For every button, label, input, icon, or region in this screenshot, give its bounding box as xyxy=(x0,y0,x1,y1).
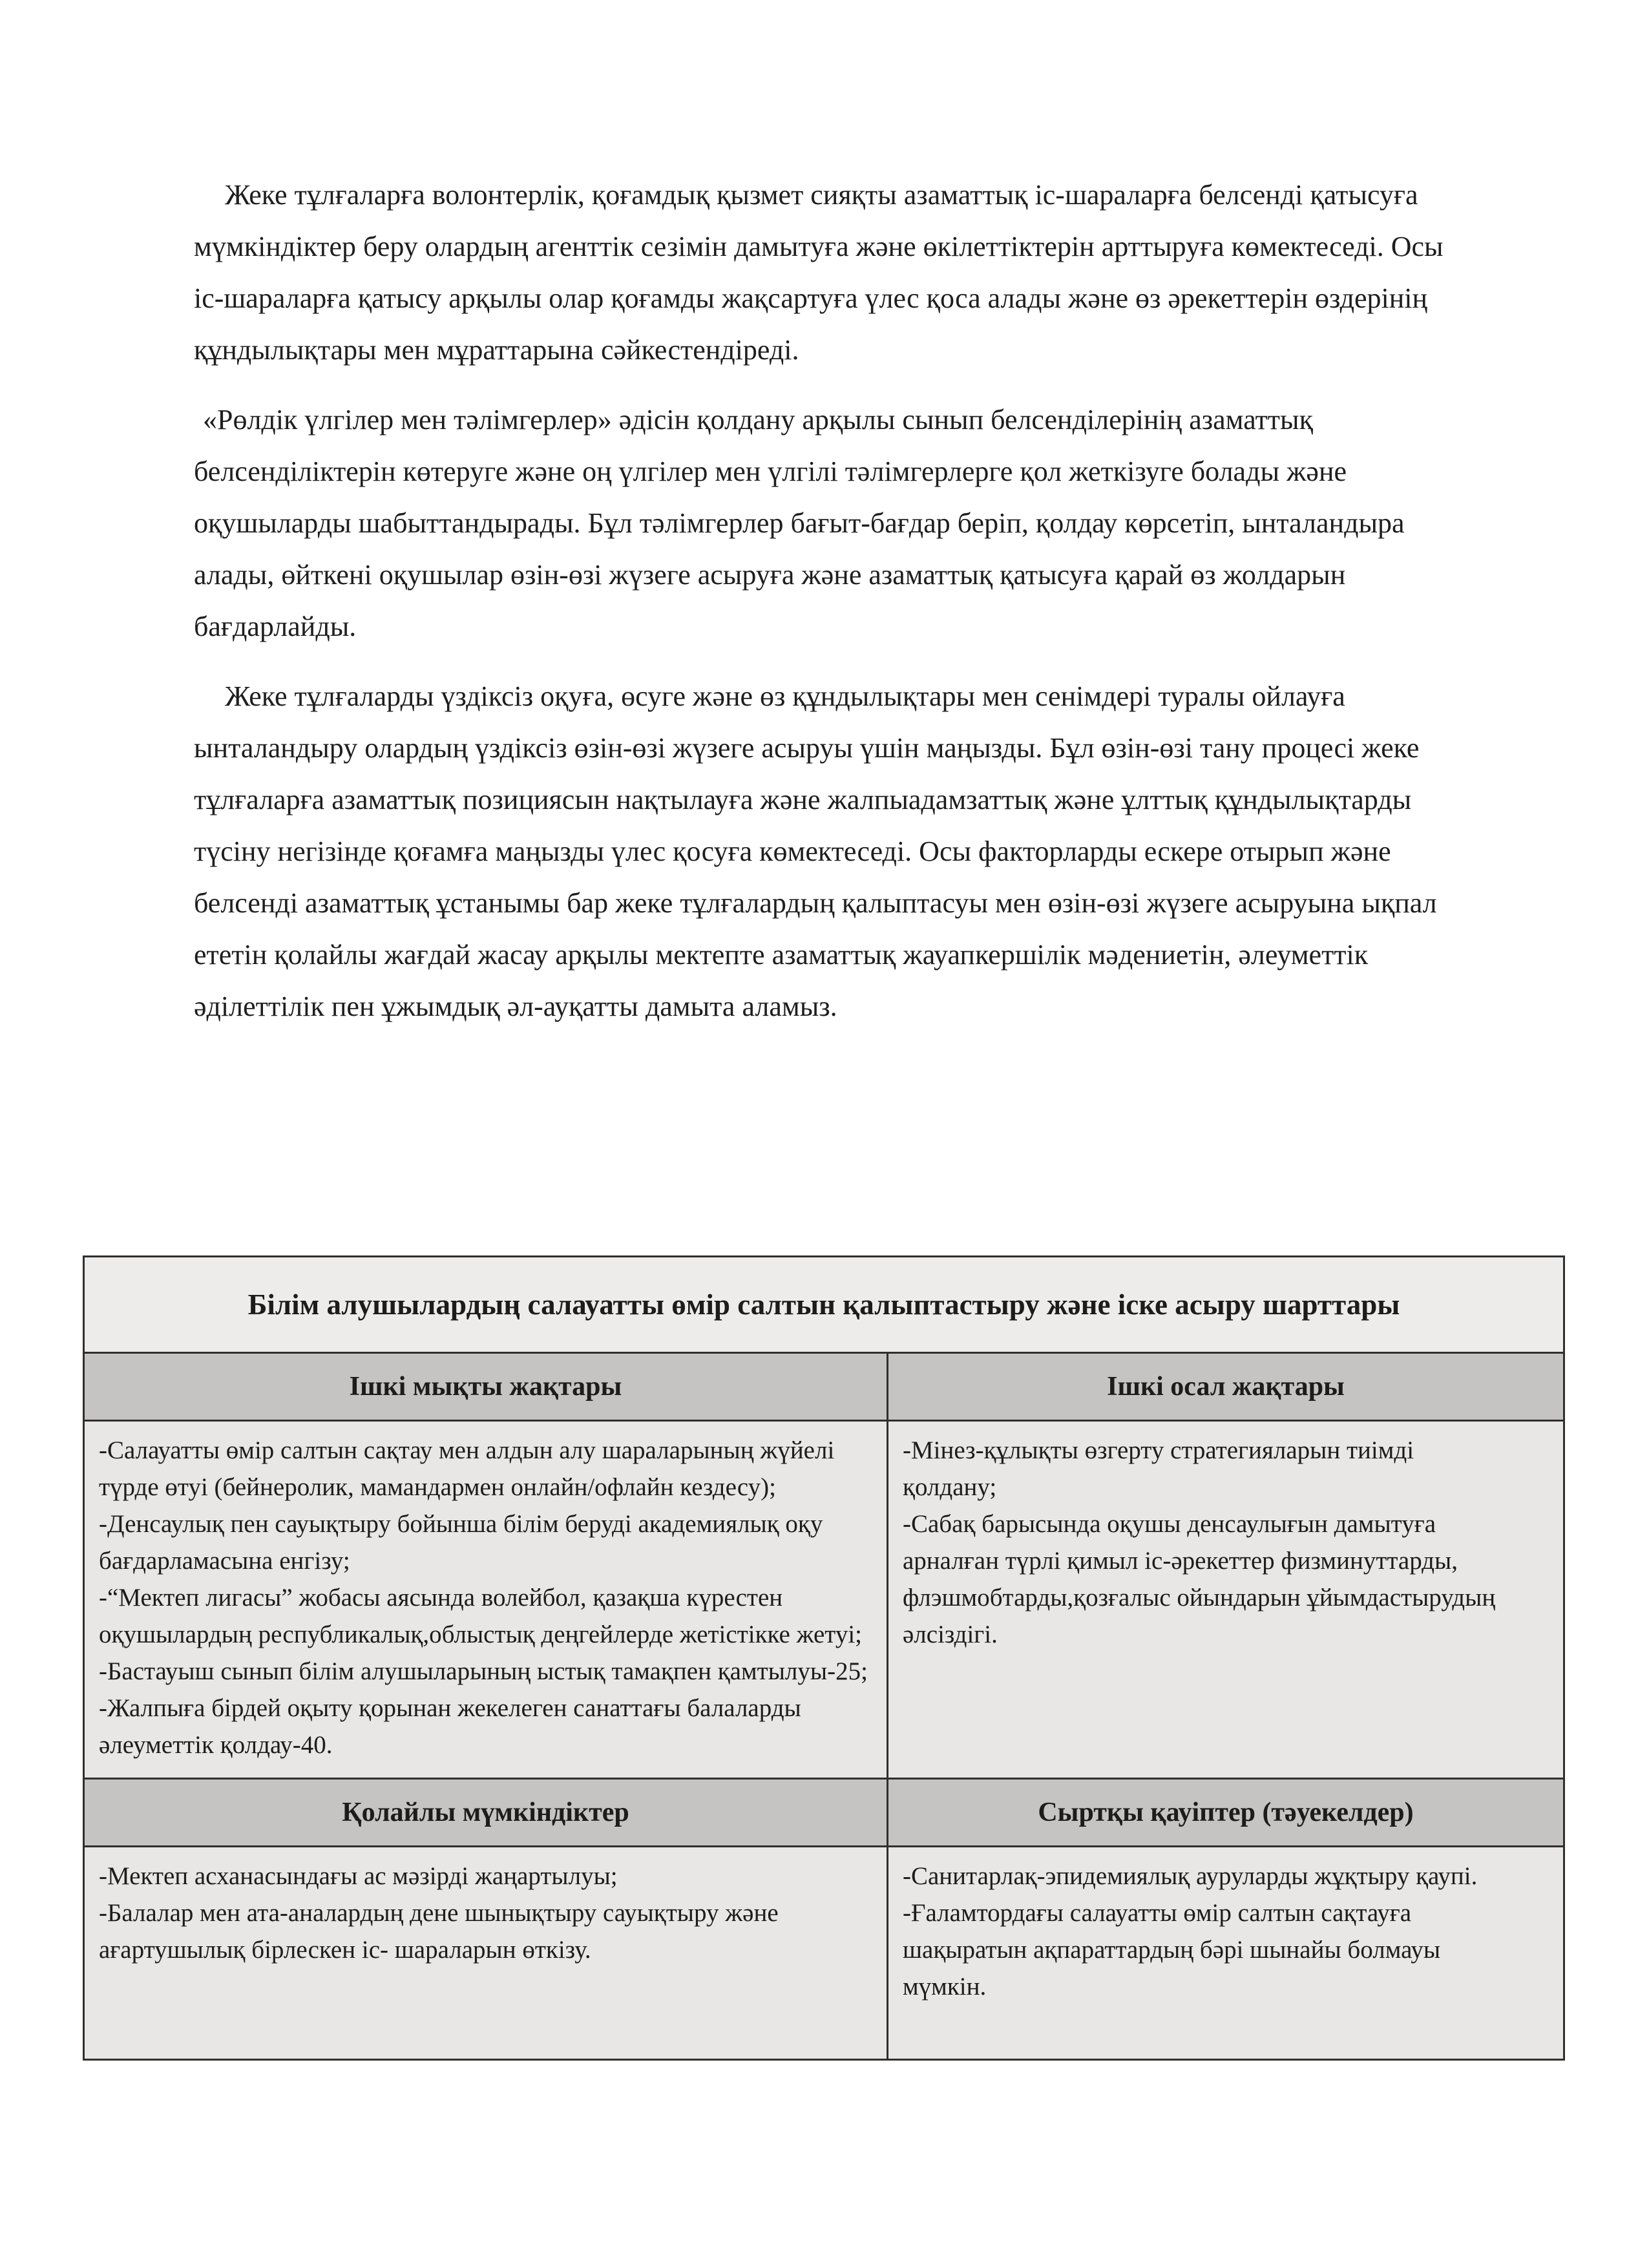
column-header-opportunities: Қолайлы мүмкіндіктер xyxy=(84,1779,888,1847)
list-item: -Денсаулық пен сауықтыру бойынша білім беруді академиялық оқу бағдарламасына енгізу; xyxy=(99,1510,823,1575)
column-header-internal-weaknesses: Ішкі осал жақтары xyxy=(888,1353,1564,1421)
swot-table xyxy=(83,1255,1565,2061)
weaknesses-cell xyxy=(888,1421,1564,1779)
body-paragraph-2: «Рөлдік үлгілер мен тәлімгерлер» әдісін қолдану арқылы сынып белсенділерінің азаматтық белсенділіктерін көтеруге және оң үлгілер мен үлгілі тәлімгерлерге қол жеткізуге болады және оқушыларды шабыттандырады. Бұл тәлімгерлер бағыт-бағдар беріп, қолдау көрсетіп, ынталандыра алады, өйткені оқушылар өзін-өзі жүзеге асыруға және азаматтық қатысуға қарай өз жолдарын бағдарлайды. xyxy=(194,404,1405,642)
threats-cell xyxy=(888,1847,1564,2060)
column-header-internal-strengths: Ішкі мықты жақтары xyxy=(84,1353,888,1421)
list-item: -Ғаламтордағы салауатты өмір салтын сақтауға шақыратын ақпараттардың бәрі шынайы болмауы мүмкін. xyxy=(903,1899,1441,2000)
table-title: Білім алушылардың салауатты өмір салтын қалыптастыру және іске асыру шарттары xyxy=(84,1257,1564,1353)
body-paragraph-1: Жеке тұлғаларға волонтерлік, қоғамдық қызмет сияқты азаматтық іс-шараларға белсенді қатысуға мүмкіндіктер беру олардың агенттік сезімін дамытуға және өкілеттіктерін арттыруға көмектеседі. Осы іс-шараларға қатысу арқылы олар қоғамды жақсартуға үлес қоса алады және өз әрекеттерін өздерінің құндылықтары мен мұраттарына сәйкестендіреді. xyxy=(194,179,1444,366)
list-item: -Бастауыш сынып білім алушыларының ыстық тамақпен қамтылуы-25; xyxy=(99,1657,868,1685)
list-item: -Санитарлақ-эпидемиялық ауруларды жұқтыру қаупі. xyxy=(903,1862,1478,1890)
list-item: -Мектеп асханасындағы ас мәзірді жаңартылуы; xyxy=(99,1862,618,1890)
strengths-cell xyxy=(84,1421,888,1779)
list-item: -Мінез-құлықты өзгерту стратегияларын тиімді қолдану; xyxy=(903,1436,1414,1501)
list-item: -Балалар мен ата-аналардың дене шынықтыру сауықтыру және ағартушылық бірлескен іс- шараларын өткізу. xyxy=(99,1899,779,1964)
document-body xyxy=(194,169,1473,1051)
column-header-external-threats: Сыртқы қауіптер (тәуекелдер) xyxy=(888,1779,1564,1847)
opportunities-cell xyxy=(84,1847,888,2060)
list-item: -Сабақ барысында оқушы денсаулығын дамытуға арналған түрлі қимыл іс-әрекеттер физминуттарды, флэшмобтарды,қозғалыс ойындарын ұйымдастырудың әлсіздігі. xyxy=(903,1510,1496,1648)
list-item: -Салауатты өмір салтын сақтау мен алдын алу шараларының жүйелі түрде өтуі (бейнеролик, мамандармен онлайн/офлайн кездесу); xyxy=(99,1436,835,1501)
list-item: -Жалпыға бірдей оқыту қорынан жекелеген санаттағы балаларды әлеуметтік қолдау-40. xyxy=(99,1694,801,1759)
body-paragraph-3: Жеке тұлғаларды үздіксіз оқуға, өсуге және өз құндылықтары мен сенімдері туралы ойлауға ынталандыру олардың үздіксіз өзін-өзі жүзеге асыруы үшін маңызды. Бұл өзін-өзі тану процесі жеке тұлғаларға азаматтық позициясын нақтылауға және жалпыадамзаттық және ұлттық құндылықтарды түсіну негізінде қоғамға маңызды үлес қосуға көмектеседі. Осы факторларды ескере отырып және белсенді азаматтық ұстанымы бар жеке тұлғалардың қалыптасуы мен өзін-өзі жүзеге асыруына ықпал ететін қолайлы жағдай жасау арқылы мектепте азаматтық жауапкершілік мәдениетін, әлеуметтік әділеттілік пен ұжымдық әл-ауқатты дамыта аламыз. xyxy=(194,680,1437,1022)
list-item: -“Мектеп лигасы” жобасы аясында волейбол, қазақша күрестен оқушылардың республикалық,облыстық деңгейлерде жетістікке жетуі; xyxy=(99,1584,863,1648)
